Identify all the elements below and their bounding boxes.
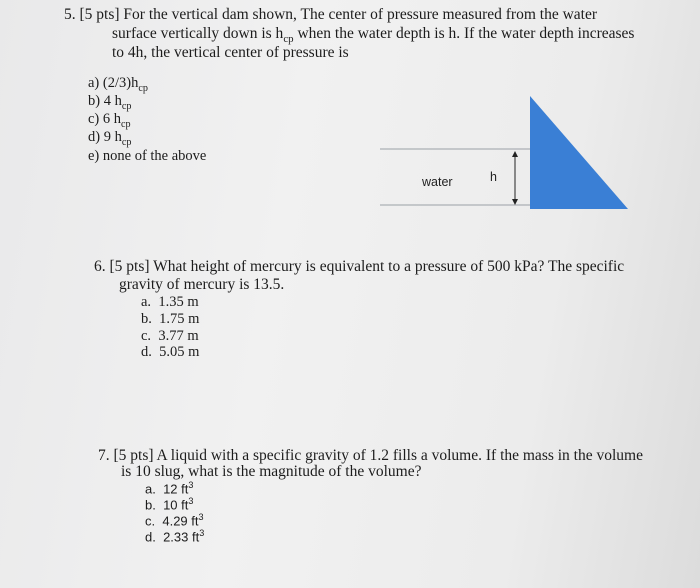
q7-option-label: d. — [145, 529, 156, 545]
q5-option-label: b) — [88, 93, 101, 109]
q7-option-sup: 3 — [199, 528, 205, 538]
depth-arrow-up-icon — [512, 151, 518, 157]
q5-line-3: to 4h, the vertical center of pressure is — [112, 44, 349, 61]
q7-option-text: 10 ft — [163, 497, 189, 513]
q7-option-sup: 3 — [198, 512, 204, 522]
q7-line-1: 7. [5 pts] A liquid with a specific gravity of 1.2 fills a volume. If the mass in the volume — [98, 447, 643, 464]
q5-line-2 — [112, 25, 634, 45]
q6-option-text: 1.75 m — [159, 311, 200, 327]
q5-option-sub: cp — [121, 100, 132, 112]
q7-option-text: 4.29 ft — [162, 513, 199, 529]
q7-option-text: 12 ft — [163, 481, 189, 497]
depth-arrow-down-icon — [512, 199, 518, 205]
dam-diagram — [380, 92, 640, 217]
q7-option-text: 2.33 ft — [163, 529, 200, 545]
dam-diagram-svg — [380, 92, 640, 217]
q5-option-sub: cp — [121, 118, 131, 130]
q6-option-text: 3.77 m — [158, 328, 199, 344]
q7-option-label: c. — [145, 513, 156, 529]
q5-option-d — [88, 129, 131, 148]
q5-line-2-sub: cp — [283, 33, 294, 46]
q5-option-c — [88, 111, 131, 130]
q7-option-a — [145, 480, 193, 496]
q6-option-label: c. — [141, 328, 152, 344]
q6-line-2: gravity of mercury is 13.5. — [119, 276, 285, 293]
q5-option-sub: cp — [121, 136, 132, 148]
q7-option-b — [145, 496, 193, 512]
q6-option-text: 1.35 m — [158, 294, 199, 310]
q6-option-label: b. — [141, 311, 152, 327]
q5-option-text: 6 h — [102, 111, 122, 127]
q5-option-text: (2/3)h — [102, 75, 139, 91]
q6-option-label: a. — [141, 294, 152, 310]
q7-option-sup: 3 — [188, 496, 194, 506]
q5-option-b — [88, 93, 131, 112]
q5-option-a — [88, 75, 148, 94]
q6-option-c — [141, 328, 199, 345]
q6-option-a — [141, 294, 199, 311]
q5-line-2-text: surface vertically down is h — [112, 25, 284, 42]
q5-option-label: e) — [88, 148, 100, 164]
q5-line-2-rest: when the water depth is h. If the water depth increases — [293, 25, 635, 42]
q7-option-label: a. — [145, 481, 156, 497]
q5-option-label: c) — [88, 111, 100, 127]
q6-option-text: 5.05 m — [159, 344, 200, 360]
q6-option-b — [141, 311, 199, 328]
q7-option-d — [145, 528, 204, 544]
q5-option-sub: cp — [138, 82, 148, 94]
q5-option-label: a) — [88, 75, 100, 91]
q5-option-text: 9 h — [103, 129, 122, 145]
dam-triangle — [530, 96, 628, 209]
q7-option-sup: 3 — [188, 480, 194, 490]
q6-line-1: 6. [5 pts] What height of mercury is equivalent to a pressure of 500 kPa? The specific — [94, 258, 625, 275]
q6-option-d — [141, 344, 199, 361]
q5-option-text: 4 h — [103, 93, 122, 109]
q5-line-1: 5. [5 pts] For the vertical dam shown, The center of pressure measured from the water — [64, 6, 597, 23]
q7-option-c — [145, 512, 204, 528]
q5-option-e — [88, 148, 206, 165]
q7-option-label: b. — [145, 497, 156, 513]
q6-option-label: d. — [141, 344, 152, 360]
q7-line-2: is 10 slug, what is the magnitude of the volume? — [121, 463, 422, 480]
q5-option-label: d) — [88, 129, 101, 145]
depth-label: h — [490, 170, 497, 184]
water-label: water — [422, 175, 453, 189]
q5-option-text: none of the above — [102, 148, 207, 164]
